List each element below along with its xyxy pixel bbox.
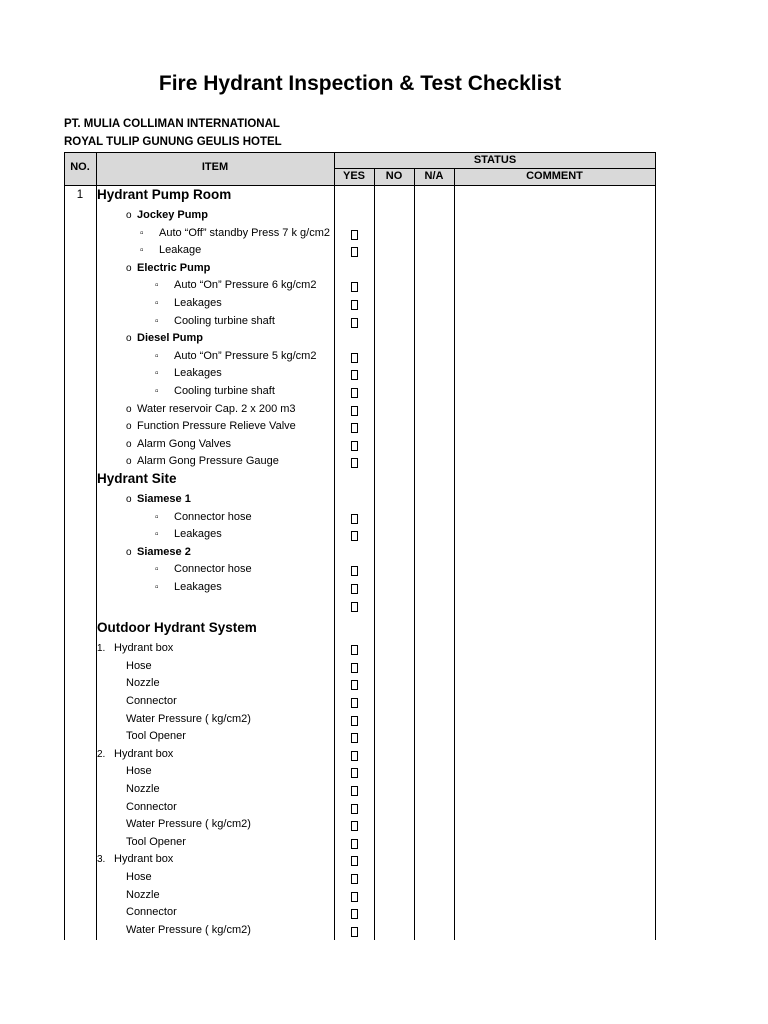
- item-label: Connector hose: [174, 510, 252, 523]
- square-bullet-icon: ▫: [155, 350, 159, 362]
- table-row: [0, 314, 768, 332]
- item-label: Nozzle: [126, 677, 160, 690]
- yes-checkbox[interactable]: [351, 514, 358, 524]
- square-bullet-icon: ▫: [155, 529, 159, 541]
- yes-checkbox[interactable]: [351, 786, 358, 796]
- hotel-name: ROYAL TULIP GUNUNG GEULIS HOTEL: [64, 136, 282, 148]
- yes-checkbox[interactable]: [351, 531, 358, 541]
- yes-checkbox[interactable]: [351, 566, 358, 576]
- table-row: [0, 419, 768, 437]
- table-row: [0, 747, 768, 765]
- header-status: STATUS: [473, 154, 517, 166]
- table-row: [0, 694, 768, 712]
- table-row: [0, 472, 768, 490]
- bullet-icon: o: [126, 456, 132, 468]
- yes-checkbox[interactable]: [351, 230, 358, 240]
- yes-checkbox[interactable]: [351, 909, 358, 919]
- yes-checkbox[interactable]: [351, 768, 358, 778]
- square-bullet-icon: ▫: [155, 511, 159, 523]
- row-number: 1: [76, 189, 84, 201]
- table-row: [0, 905, 768, 923]
- header-no-status: NO: [385, 170, 403, 182]
- table-row: [0, 261, 768, 279]
- square-bullet-icon: ▫: [140, 245, 144, 257]
- yes-checkbox[interactable]: [351, 856, 358, 866]
- table-row: [0, 800, 768, 818]
- table-row: [0, 437, 768, 455]
- yes-checkbox[interactable]: [351, 458, 358, 468]
- yes-checkbox[interactable]: [351, 716, 358, 726]
- yes-checkbox[interactable]: [351, 927, 358, 937]
- item-label: Connector: [126, 695, 177, 707]
- header-item: ITEM: [201, 161, 229, 173]
- table-row: [0, 243, 768, 261]
- table-row: [0, 188, 768, 206]
- table-row: [0, 598, 768, 616]
- item-label: Leakages: [174, 528, 222, 541]
- item-label: Leakages: [174, 581, 222, 593]
- item-label: Diesel Pump: [137, 332, 204, 345]
- yes-checkbox[interactable]: [351, 698, 358, 708]
- section-heading: Outdoor Hydrant System: [97, 620, 257, 636]
- item-label: Leakage: [159, 244, 202, 257]
- yes-checkbox[interactable]: [351, 804, 358, 814]
- table-row: [0, 562, 768, 580]
- table-row: [0, 296, 768, 314]
- item-label: Hose: [126, 871, 152, 883]
- section-heading: Hydrant Pump Room: [97, 187, 232, 202]
- item-label: Water Pressure ( kg/cm2): [126, 923, 251, 936]
- table-row: [0, 764, 768, 782]
- yes-checkbox[interactable]: [351, 733, 358, 743]
- section-heading: Hydrant Site: [97, 471, 177, 486]
- item-label: Connector: [126, 906, 177, 919]
- item-label: Auto “On” Pressure 5 kg/cm2: [174, 349, 317, 362]
- yes-checkbox[interactable]: [351, 645, 358, 655]
- bullet-icon: o: [126, 262, 132, 274]
- table-row: [0, 659, 768, 677]
- bullet-icon: o: [126, 546, 132, 558]
- yes-checkbox[interactable]: [351, 751, 358, 761]
- item-label: Hose: [126, 765, 152, 778]
- header-comment: COMMENT: [526, 170, 583, 182]
- bullet-icon: o: [126, 210, 132, 221]
- yes-checkbox[interactable]: [351, 680, 358, 690]
- yes-checkbox[interactable]: [351, 406, 358, 416]
- item-label: Nozzle: [126, 783, 160, 795]
- item-label: Hydrant box: [114, 642, 174, 655]
- square-bullet-icon: ▫: [155, 386, 159, 397]
- item-label: Cooling turbine shaft: [174, 385, 275, 397]
- table-row: [0, 331, 768, 349]
- table-row: [0, 527, 768, 545]
- table-row: [0, 782, 768, 800]
- square-bullet-icon: ▫: [155, 368, 159, 380]
- document-title: Fire Hydrant Inspection & Test Checklist: [158, 72, 562, 95]
- table-row: [0, 621, 768, 639]
- square-bullet-icon: ▫: [155, 582, 159, 593]
- square-bullet-icon: ▫: [155, 298, 159, 309]
- item-label: Leakages: [174, 367, 222, 380]
- header-no: NO.: [70, 161, 90, 173]
- table-row: [0, 835, 768, 853]
- square-bullet-icon: ▫: [155, 564, 159, 576]
- bullet-icon: o: [126, 333, 132, 345]
- table-row: [0, 729, 768, 747]
- item-label: Hydrant box: [114, 747, 174, 760]
- yes-checkbox[interactable]: [351, 839, 358, 849]
- table-row: [0, 712, 768, 730]
- table-row: [0, 641, 768, 659]
- bullet-icon: o: [126, 438, 132, 450]
- table-row: [0, 888, 768, 906]
- item-label: Cooling turbine shaft: [174, 314, 275, 327]
- table-row: [0, 817, 768, 835]
- yes-checkbox[interactable]: [351, 874, 358, 884]
- table-row: [0, 454, 768, 472]
- table-row: [0, 366, 768, 384]
- list-number: 1.: [97, 643, 106, 655]
- bullet-icon: o: [126, 403, 132, 415]
- table-row: [0, 349, 768, 367]
- square-bullet-icon: ▫: [140, 227, 144, 239]
- item-label: Siamese 2: [137, 545, 191, 558]
- table-row: [0, 852, 768, 870]
- table-row: [0, 492, 768, 510]
- bullet-icon: o: [126, 494, 132, 505]
- table-row: [0, 208, 768, 226]
- yes-checkbox[interactable]: [351, 441, 358, 451]
- table-row: [0, 870, 768, 888]
- table-row: [0, 384, 768, 402]
- yes-checkbox[interactable]: [351, 663, 358, 673]
- item-label: Tool Opener: [126, 835, 186, 848]
- yes-checkbox[interactable]: [351, 423, 358, 433]
- table-row: [0, 402, 768, 420]
- item-label: Tool Opener: [126, 730, 186, 743]
- item-label: Hydrant box: [114, 853, 174, 866]
- table-row: [0, 545, 768, 563]
- table-row: [0, 278, 768, 296]
- yes-checkbox[interactable]: [351, 821, 358, 831]
- item-label: Alarm Gong Pressure Gauge: [137, 455, 279, 468]
- item-label: Connector: [126, 800, 177, 813]
- item-label: Hose: [126, 659, 152, 672]
- bullet-icon: o: [126, 421, 132, 433]
- table-row: [0, 580, 768, 598]
- item-label: Nozzle: [126, 888, 160, 901]
- square-bullet-icon: ▫: [155, 280, 159, 292]
- yes-checkbox[interactable]: [351, 602, 358, 612]
- table-row: [0, 676, 768, 694]
- list-number: 3.: [97, 854, 106, 866]
- table-row: [0, 226, 768, 244]
- item-label: Siamese 1: [137, 493, 191, 505]
- yes-checkbox[interactable]: [351, 282, 358, 292]
- company-name: PT. MULIA COLLIMAN INTERNATIONAL: [64, 118, 280, 130]
- yes-checkbox[interactable]: [351, 370, 358, 380]
- table-row: [0, 510, 768, 528]
- item-label: Auto “On” Pressure 6 kg/cm2: [174, 279, 317, 292]
- item-label: Electric Pump: [137, 261, 211, 274]
- yes-checkbox[interactable]: [351, 300, 358, 310]
- item-label: Jockey Pump: [137, 209, 208, 221]
- item-label: Leakages: [174, 297, 222, 309]
- list-number: 2.: [97, 748, 106, 760]
- header-yes: YES: [342, 170, 365, 182]
- item-label: Connector hose: [174, 563, 252, 576]
- table-row: [0, 923, 768, 941]
- yes-checkbox[interactable]: [351, 892, 358, 902]
- yes-checkbox[interactable]: [351, 584, 358, 594]
- header-na: N/A: [424, 170, 444, 182]
- square-bullet-icon: ▫: [155, 315, 159, 327]
- yes-checkbox[interactable]: [351, 388, 358, 398]
- item-label: Function Pressure Relieve Valve: [137, 420, 296, 433]
- yes-checkbox[interactable]: [351, 353, 358, 363]
- item-label: Water reservoir Cap. 2 x 200 m3: [137, 402, 296, 415]
- yes-checkbox[interactable]: [351, 247, 358, 257]
- yes-checkbox[interactable]: [351, 318, 358, 328]
- item-label: Water Pressure ( kg/cm2): [126, 712, 251, 725]
- item-label: Auto “Off” standby Press 7 k g/cm2: [159, 226, 330, 239]
- item-label: Water Pressure ( kg/cm2): [126, 818, 251, 831]
- item-label: Alarm Gong Valves: [137, 437, 231, 450]
